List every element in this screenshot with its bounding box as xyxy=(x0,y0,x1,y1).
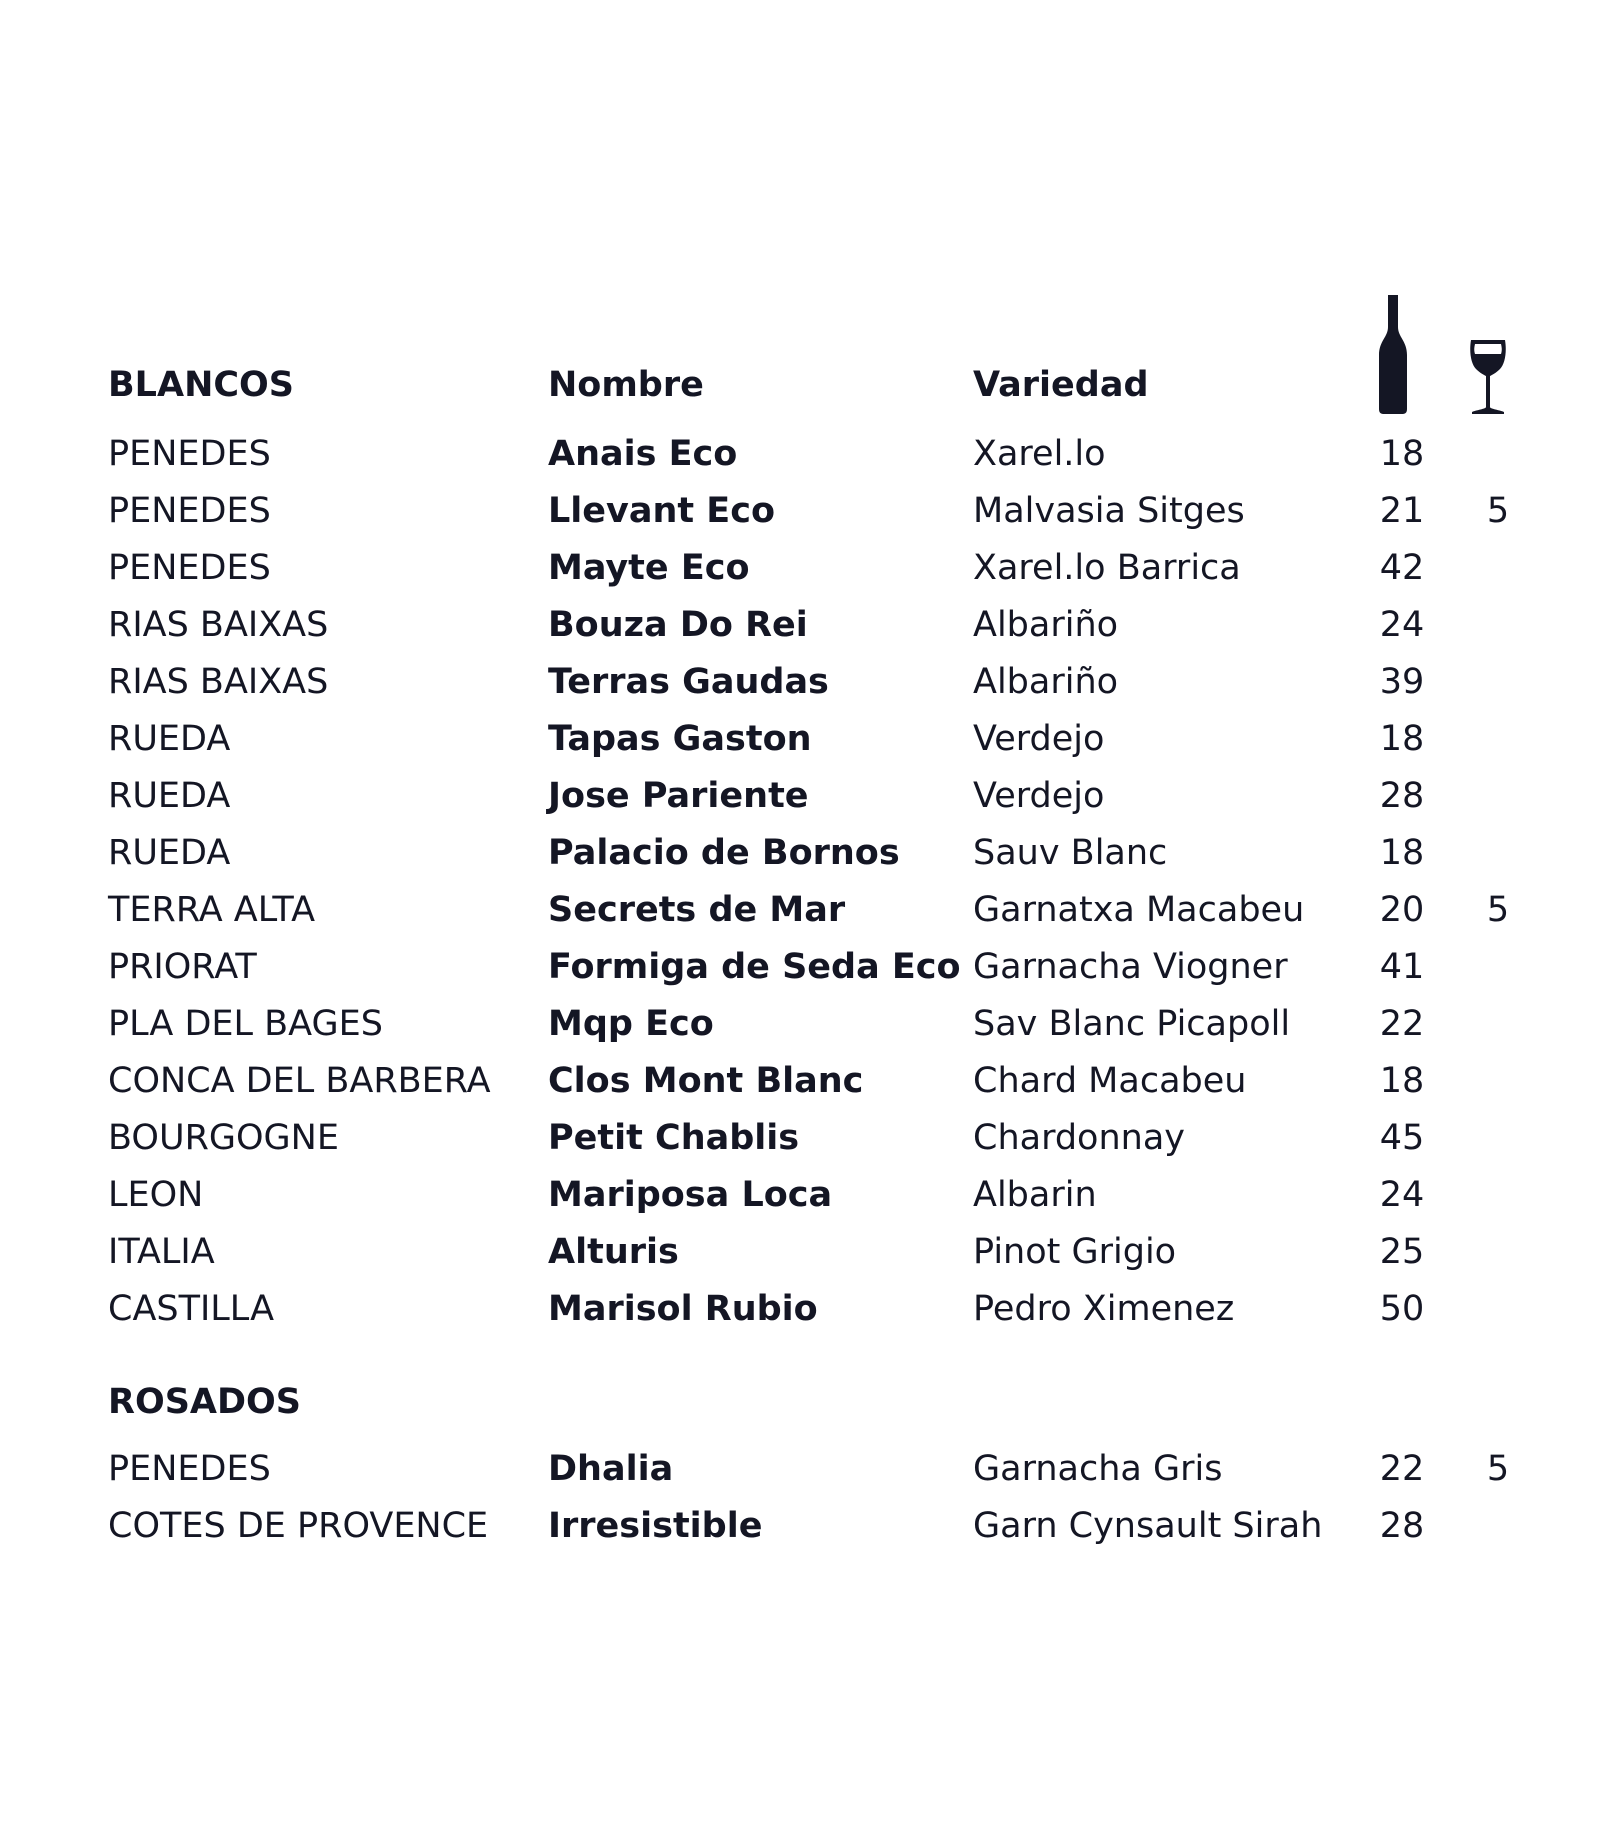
bottle-price: 18 xyxy=(1379,434,1425,474)
wine-variety: Garnatxa Macabeu xyxy=(973,890,1305,930)
bottle-price: 25 xyxy=(1379,1232,1425,1272)
wine-name: Marisol Rubio xyxy=(548,1289,818,1329)
wine-region: CONCA DEL BARBERA xyxy=(108,1061,491,1101)
column-header-variety: Variedad xyxy=(973,365,1149,405)
section-title-blancos: BLANCOS xyxy=(108,365,295,405)
wine-name: Jose Pariente xyxy=(548,776,809,816)
wine-region: TERRA ALTA xyxy=(108,890,316,930)
wine-name: Mariposa Loca xyxy=(548,1175,833,1215)
wine-region: PLA DEL BAGES xyxy=(108,1004,383,1044)
wine-region: BOURGOGNE xyxy=(108,1118,339,1158)
bottle-price: 42 xyxy=(1379,548,1425,588)
wine-name: Terras Gaudas xyxy=(548,662,829,702)
wine-region: PENEDES xyxy=(108,491,271,531)
wine-region: PENEDES xyxy=(108,434,271,474)
glass-price: 5 xyxy=(1486,491,1510,531)
wine-row xyxy=(0,1284,1600,1334)
wine-row xyxy=(0,543,1600,593)
wine-row xyxy=(0,1501,1600,1551)
bottle-price: 28 xyxy=(1379,1506,1425,1546)
wine-region: LEON xyxy=(108,1175,204,1215)
wine-row xyxy=(0,942,1600,992)
wine-row xyxy=(0,714,1600,764)
bottle-price: 20 xyxy=(1379,890,1425,930)
wine-name: Mqp Eco xyxy=(548,1004,714,1044)
wine-name: Anais Eco xyxy=(548,434,738,474)
wine-variety: Xarel.lo Barrica xyxy=(973,548,1241,588)
glass-price: 5 xyxy=(1486,1449,1510,1489)
wine-row xyxy=(0,657,1600,707)
wine-name: Tapas Gaston xyxy=(548,719,812,759)
wine-region: ITALIA xyxy=(108,1232,215,1272)
wine-region: RUEDA xyxy=(108,833,231,873)
wine-variety: Pinot Grigio xyxy=(973,1232,1177,1272)
wine-variety: Verdejo xyxy=(973,776,1105,816)
wine-row xyxy=(0,1227,1600,1277)
wine-variety: Verdejo xyxy=(973,719,1105,759)
wine-variety: Xarel.lo xyxy=(973,434,1106,474)
bottle-price: 24 xyxy=(1379,1175,1425,1215)
wine-variety: Pedro Ximenez xyxy=(973,1289,1235,1329)
wine-name: Petit Chablis xyxy=(548,1118,800,1158)
section-title-rosados: ROSADOS xyxy=(108,1382,302,1422)
wine-variety: Garnacha Viogner xyxy=(973,947,1288,987)
wine-row xyxy=(0,429,1600,479)
wine-name: Llevant Eco xyxy=(548,491,776,531)
bottle-price: 41 xyxy=(1379,947,1425,987)
wine-variety: Chard Macabeu xyxy=(973,1061,1247,1101)
bottle-price: 21 xyxy=(1379,491,1425,531)
wine-variety: Sav Blanc Picapoll xyxy=(973,1004,1291,1044)
wine-row xyxy=(0,771,1600,821)
bottle-price: 18 xyxy=(1379,1061,1425,1101)
glass-price: 5 xyxy=(1486,890,1510,930)
wine-bottle-icon xyxy=(1378,293,1408,415)
wine-variety: Albarin xyxy=(973,1175,1097,1215)
wine-name: Mayte Eco xyxy=(548,548,750,588)
wine-row xyxy=(0,999,1600,1049)
wine-variety: Garnacha Gris xyxy=(973,1449,1223,1489)
wine-region: RIAS BAIXAS xyxy=(108,605,329,645)
wine-name: Formiga de Seda Eco xyxy=(548,947,961,987)
wine-name: Clos Mont Blanc xyxy=(548,1061,864,1101)
wine-row xyxy=(0,486,1600,536)
bottle-price: 24 xyxy=(1379,605,1425,645)
wine-variety: Sauv Blanc xyxy=(973,833,1168,873)
header-row xyxy=(0,360,1600,410)
bottle-price: 50 xyxy=(1379,1289,1425,1329)
wine-name: Secrets de Mar xyxy=(548,890,846,930)
wine-region: COTES DE PROVENCE xyxy=(108,1506,489,1546)
wine-variety: Garn Cynsault Sirah xyxy=(973,1506,1323,1546)
bottle-price: 22 xyxy=(1379,1004,1425,1044)
wine-row xyxy=(0,600,1600,650)
wine-row xyxy=(0,1170,1600,1220)
column-header-name: Nombre xyxy=(548,365,704,405)
wine-row xyxy=(0,1444,1600,1494)
wine-variety: Albariño xyxy=(973,662,1119,702)
bottle-price: 18 xyxy=(1379,719,1425,759)
wine-glass-icon xyxy=(1468,338,1508,415)
wine-variety: Malvasia Sitges xyxy=(973,491,1245,531)
wine-region: PENEDES xyxy=(108,548,271,588)
bottle-price: 28 xyxy=(1379,776,1425,816)
wine-row xyxy=(0,1113,1600,1163)
wine-region: CASTILLA xyxy=(108,1289,275,1329)
wine-region: PRIORAT xyxy=(108,947,257,987)
wine-name: Palacio de Bornos xyxy=(548,833,900,873)
wine-row xyxy=(0,828,1600,878)
bottle-price: 39 xyxy=(1379,662,1425,702)
wine-region: RUEDA xyxy=(108,719,231,759)
wine-region: PENEDES xyxy=(108,1449,271,1489)
wine-row xyxy=(0,1056,1600,1106)
wine-region: RIAS BAIXAS xyxy=(108,662,329,702)
bottle-price: 18 xyxy=(1379,833,1425,873)
wine-variety: Albariño xyxy=(973,605,1119,645)
wine-row xyxy=(0,885,1600,935)
wine-name: Dhalia xyxy=(548,1449,674,1489)
wine-variety: Chardonnay xyxy=(973,1118,1185,1158)
bottle-price: 45 xyxy=(1379,1118,1425,1158)
wine-name: Alturis xyxy=(548,1232,679,1272)
wine-region: RUEDA xyxy=(108,776,231,816)
bottle-price: 22 xyxy=(1379,1449,1425,1489)
wine-name: Bouza Do Rei xyxy=(548,605,808,645)
wine-name: Irresistible xyxy=(548,1506,763,1546)
